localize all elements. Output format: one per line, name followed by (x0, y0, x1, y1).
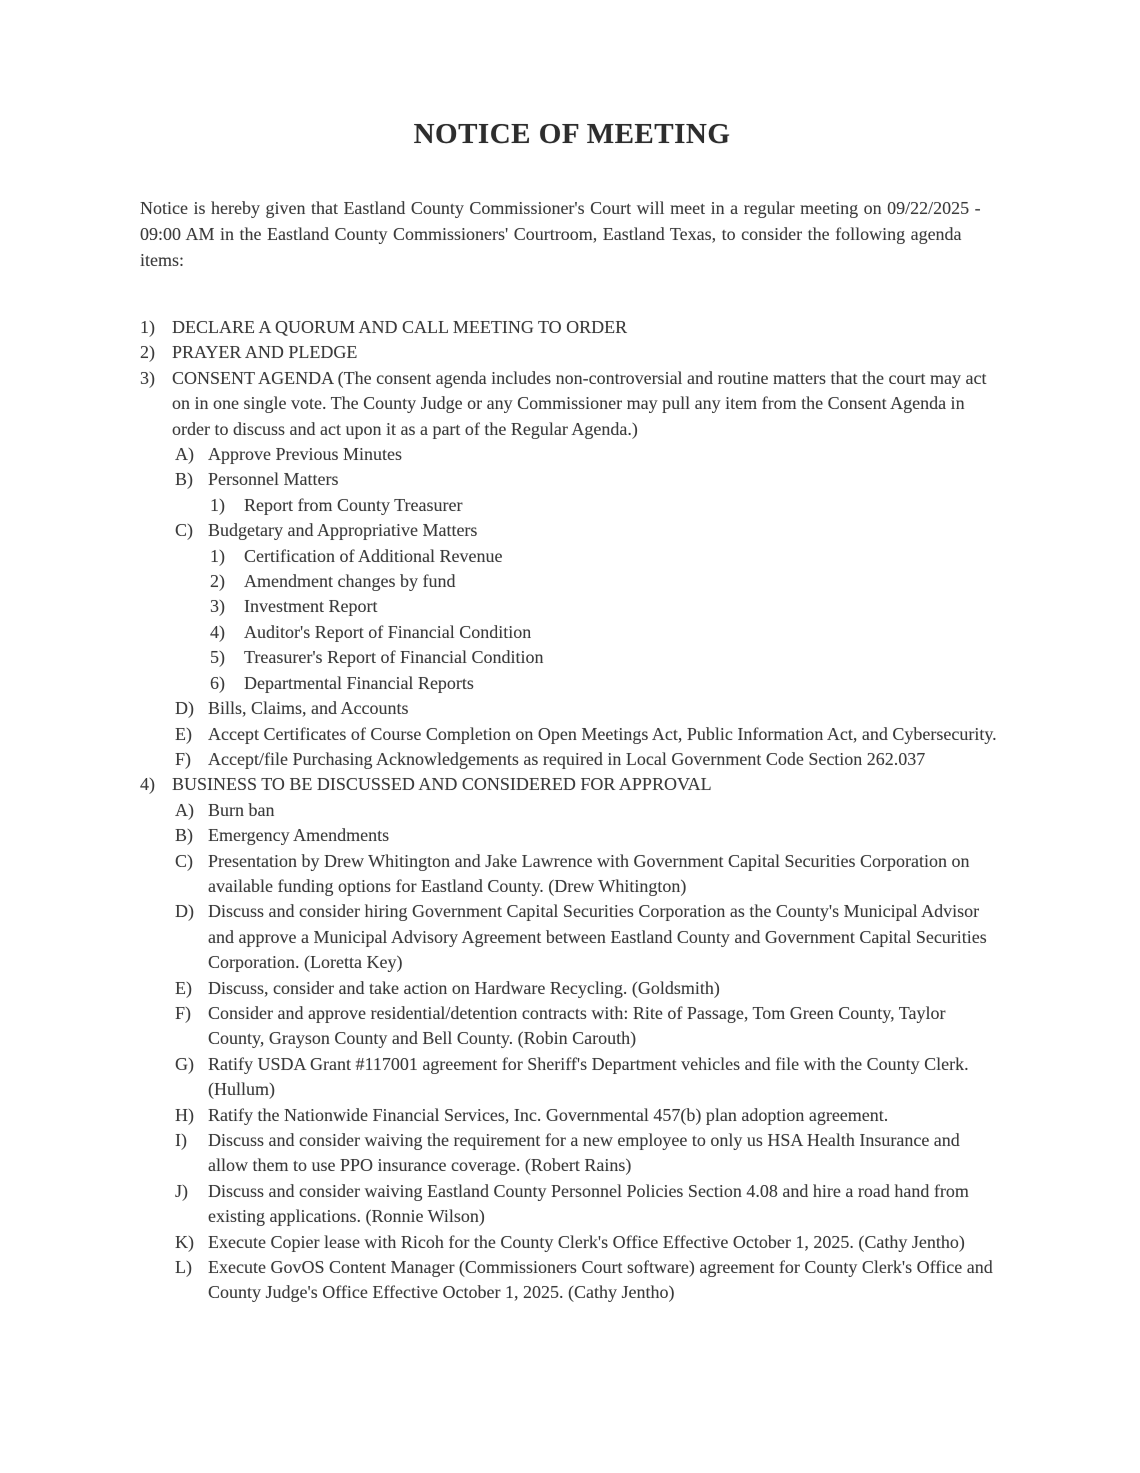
agenda-subitems (210, 493, 1004, 518)
agenda-item (175, 1103, 1004, 1128)
agenda-subitems (175, 798, 1004, 1306)
agenda-item-text: Certification of Additional Revenue (244, 545, 503, 566)
agenda-item (210, 620, 1004, 645)
agenda-item-text: Ratify the Nationwide Financial Services, Inc. Governmental 457(b) plan adoption agreement. (208, 1104, 889, 1125)
agenda-item-text: Discuss and consider waiving Eastland County Personnel Policies Section 4.08 and hire a road hand from existing applications. (Ronnie Wilson) (208, 1180, 969, 1227)
agenda-item (175, 1230, 1004, 1255)
agenda-subitems (210, 544, 1004, 696)
agenda-item (175, 1052, 1004, 1103)
agenda-item (175, 823, 1004, 848)
agenda-item-text: BUSINESS TO BE DISCUSSED AND CONSIDERED FOR APPROVAL (172, 774, 712, 795)
agenda-item-label: 3) (140, 367, 155, 388)
agenda-item-label: C) (175, 850, 193, 871)
agenda-item-text: Consider and approve residential/detention contracts with: Rite of Passage, Tom Green County, Taylor County, Grayson County and Bell County. (Robin Carouth) (208, 1002, 946, 1049)
agenda-item-label: 5) (210, 647, 225, 668)
agenda-item-label: A) (175, 799, 194, 820)
agenda-item-text: Discuss and consider hiring Government Capital Securities Corporation as the County's Municipal Advisor and approve a Municipal Advisory Agreement between Eastland County and Government Capital Securities Corporation. (Loretta Key) (208, 901, 987, 973)
agenda-item-text: Accept/file Purchasing Acknowledgements as required in Local Government Code Section 262.037 (208, 748, 926, 769)
agenda-item (140, 366, 1004, 442)
agenda-item (175, 518, 1004, 543)
agenda-item (175, 722, 1004, 747)
agenda-item-text: Bills, Claims, and Accounts (208, 698, 409, 719)
agenda-item-text: Discuss, consider and take action on Hardware Recycling. (Goldsmith) (208, 977, 720, 998)
agenda-list (140, 315, 1004, 1306)
agenda-item-text: Budgetary and Appropriative Matters (208, 520, 478, 541)
agenda-item-label: D) (175, 698, 194, 719)
agenda-item-text: Ratify USDA Grant #117001 agreement for Sheriff's Department vehicles and file with the County Clerk. (Hullum) (208, 1053, 969, 1100)
agenda-item (210, 569, 1004, 594)
agenda-item-label: C) (175, 520, 193, 541)
agenda-item (210, 645, 1004, 670)
agenda-item-label: I) (175, 1130, 187, 1150)
agenda-item-label: E) (175, 977, 192, 998)
agenda-item (140, 315, 1004, 340)
agenda-item-label: G) (175, 1053, 194, 1074)
agenda-item-label: 4) (210, 621, 225, 642)
agenda-item-label: D) (175, 901, 194, 922)
agenda-item-text: Burn ban (208, 799, 275, 820)
agenda-item (175, 467, 1004, 492)
agenda-item-label: E) (175, 723, 192, 744)
agenda-item-label: F) (175, 1002, 192, 1023)
agenda-item-label: B) (175, 825, 193, 846)
agenda-item-text: Departmental Financial Reports (244, 672, 474, 693)
page-title: NOTICE OF MEETING (413, 118, 731, 150)
agenda-item-label: H) (175, 1104, 194, 1125)
agenda-item-label: A) (175, 444, 194, 465)
agenda-item (175, 798, 1004, 823)
agenda-item-text: Emergency Amendments (208, 825, 390, 846)
agenda-item (210, 594, 1004, 619)
agenda-item (210, 493, 1004, 518)
agenda-item (175, 976, 1004, 1001)
agenda-subitems (175, 442, 1004, 772)
agenda-item (210, 671, 1004, 696)
agenda-item-label: 1) (210, 494, 225, 515)
agenda-item (175, 899, 1004, 975)
agenda-item-label: 1) (210, 545, 225, 566)
agenda-item-label: 6) (210, 672, 225, 693)
agenda-item (175, 442, 1004, 467)
agenda-item-text: Amendment changes by fund (244, 571, 456, 592)
agenda-item-label: J) (175, 1180, 188, 1201)
agenda-item-label: 2) (140, 342, 155, 363)
agenda-item-text: Investment Report (244, 596, 378, 617)
agenda-item (175, 849, 1004, 900)
agenda-item (140, 340, 1004, 365)
agenda-item-label: 1) (140, 317, 155, 337)
agenda-item-text: Auditor's Report of Financial Condition (244, 621, 532, 642)
agenda-item (175, 1179, 1004, 1230)
agenda-item-label: 3) (210, 596, 225, 617)
notice-intro-paragraph: Notice is hereby given that Eastland County Commissioner's Court will meet in a regular meeting on 09/22/2025 - 09:00 AM in the Eastland County Commissioners' Courtroom, Eastland Texas, to consider the following agenda items: (140, 198, 981, 270)
agenda-item (140, 772, 1004, 797)
agenda-item-text: Execute Copier lease with Ricoh for the County Clerk's Office Effective October 1, 2025. (Cathy Jentho) (208, 1231, 965, 1252)
agenda-item-text: Approve Previous Minutes (208, 444, 402, 465)
agenda-item-text: Report from County Treasurer (244, 494, 463, 515)
agenda-item (175, 1128, 1004, 1179)
agenda-item-label: B) (175, 469, 193, 490)
agenda-item-text: Personnel Matters (208, 469, 339, 490)
agenda-item (175, 1001, 1004, 1052)
agenda-item-text: DECLARE A QUORUM AND CALL MEETING TO ORDER (172, 317, 628, 337)
agenda-item-label: 2) (210, 571, 225, 592)
agenda-item-text: Presentation by Drew Whitington and Jake Lawrence with Government Capital Securities Corporation on available funding options for Eastland County. (Drew Whitington) (208, 850, 970, 896)
agenda-item-text: Treasurer's Report of Financial Condition (244, 647, 544, 668)
agenda-item-text: Execute GovOS Content Manager (Commissioners Court software) agreement for County Clerk's Office and County Judge's Office Effective October 1, 2025. (Cathy Jentho) (208, 1257, 993, 1303)
agenda-item-label: 4) (140, 774, 155, 795)
agenda-item-label: F) (175, 748, 192, 769)
agenda-item (175, 1255, 1004, 1306)
agenda-item-label: K) (175, 1231, 194, 1252)
agenda-item (175, 747, 1004, 772)
agenda-item-text: PRAYER AND PLEDGE (172, 342, 358, 363)
agenda-item (175, 696, 1004, 721)
agenda-item-text: Accept Certificates of Course Completion on Open Meetings Act, Public Information Act, and Cybersecurity. (208, 723, 997, 744)
agenda-item-text: Discuss and consider waiving the requirement for a new employee to only us HSA Health Insurance and allow them to use PPO insurance coverage. (Robert Rains) (208, 1130, 960, 1176)
agenda-item-text: CONSENT AGENDA (The consent agenda includes non-controversial and routine matters that the court may act on in one single vote. The County Judge or any Commissioner may pull any item from the Consent Agenda in order to discuss and act upon it as a part of the Regular Agenda.) (172, 367, 987, 439)
agenda-item-label: L) (175, 1257, 192, 1278)
agenda-item (210, 544, 1004, 569)
